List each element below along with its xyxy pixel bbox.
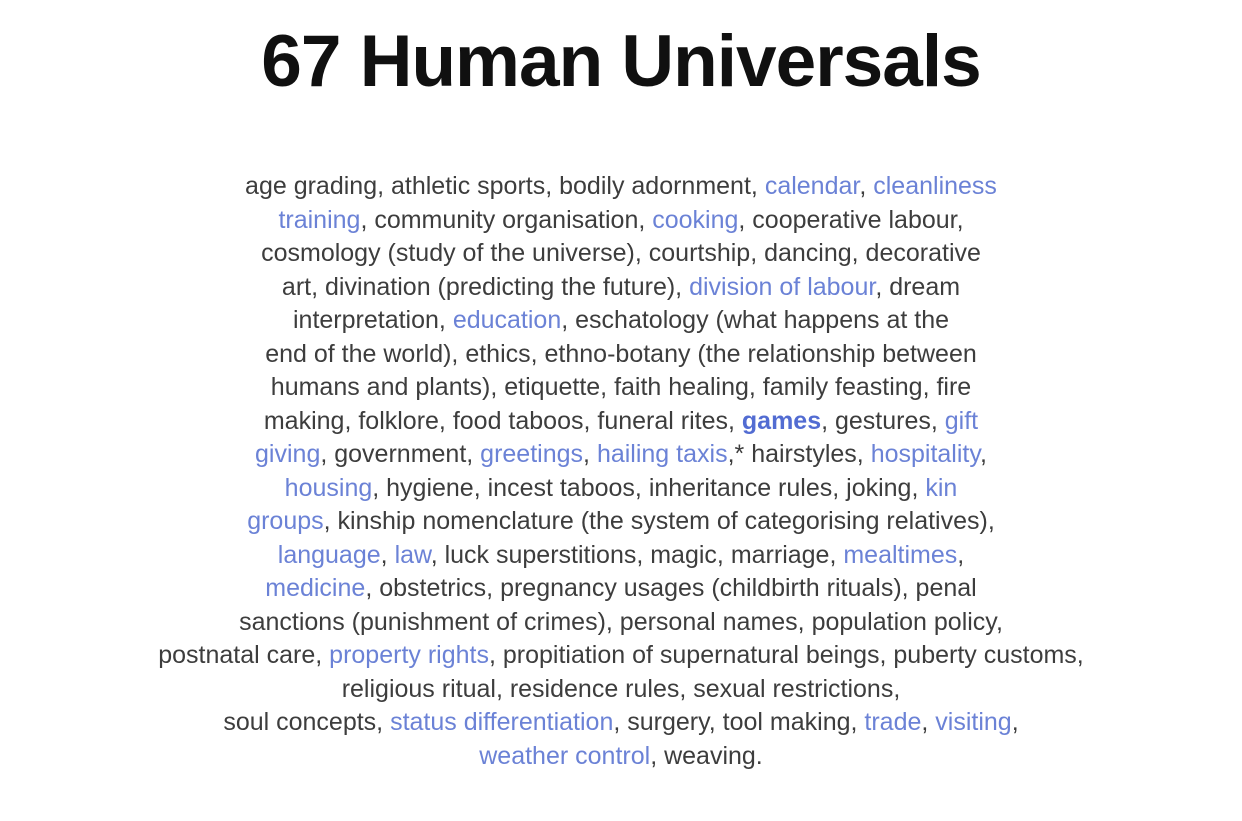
text-line [0, 405, 1242, 439]
text-segment: , [957, 540, 965, 569]
text-segment: humans and plants), etiquette, faith healing, family feasting, fire [270, 373, 972, 401]
term-link[interactable]: hospitality [870, 440, 981, 468]
term-link[interactable]: property rights [329, 641, 489, 669]
text-segment: , propitiation of supernatural beings, puberty customs, [488, 641, 1084, 669]
term-link[interactable]: gift [944, 406, 979, 435]
page-title: 67 Human Universals [261, 21, 981, 102]
text-line [0, 740, 1242, 774]
text-segment: sanctions (punishment of crimes), personal names, population policy, [239, 607, 1003, 636]
text-segment: making, folklore, food taboos, funeral rites, [263, 406, 742, 435]
body-text [0, 170, 1242, 773]
text-segment: , gestures, [821, 406, 945, 435]
text-segment: art, divination (predicting the future), [281, 272, 690, 301]
term-link[interactable]: calendar [764, 172, 860, 200]
text-segment: , [980, 440, 987, 468]
text-line [0, 371, 1242, 405]
text-line [0, 237, 1242, 271]
term-link[interactable]: division of labour [689, 272, 876, 301]
term-link[interactable]: training [278, 205, 361, 234]
text-line [0, 304, 1242, 338]
term-link[interactable]: hailing taxis [596, 440, 728, 468]
term-link[interactable]: groups [247, 507, 324, 535]
text-line [0, 472, 1242, 506]
text-line [0, 271, 1242, 305]
text-segment: , [380, 540, 395, 569]
term-link[interactable]: housing [284, 473, 373, 502]
text-line [0, 438, 1242, 472]
text-segment: , obstetrics, pregnancy usages (childbirth rituals), penal [365, 574, 977, 602]
text-line [0, 606, 1242, 640]
term-link[interactable]: giving [255, 440, 321, 468]
text-segment: , eschatology (what happens at the [561, 306, 950, 334]
term-link[interactable]: weather control [479, 741, 651, 770]
text-segment: , [583, 440, 597, 468]
text-line [0, 505, 1242, 539]
text-line [0, 572, 1242, 606]
term-link[interactable]: cleanliness [873, 172, 997, 200]
term-link[interactable]: kin [925, 473, 958, 502]
text-segment: religious ritual, residence rules, sexual restrictions, [341, 674, 901, 703]
text-segment: , weaving. [650, 741, 763, 770]
text-segment: interpretation, [292, 306, 453, 334]
text-segment: age grading, athletic sports, bodily adornment, [245, 172, 765, 200]
text-segment: , [921, 708, 936, 736]
text-segment: , kinship nomenclature (the system of categorising relatives), [323, 507, 995, 535]
term-link[interactable]: law [394, 540, 431, 569]
text-segment: , cooperative labour, [738, 205, 964, 234]
text-segment: end of the world), ethics, ethno-botany (the relationship between [265, 339, 977, 368]
text-line [0, 639, 1242, 673]
text-segment: , [1011, 708, 1019, 736]
term-link[interactable]: visiting [935, 708, 1012, 736]
term-link[interactable]: trade [864, 708, 922, 736]
text-segment: , [859, 172, 874, 200]
text-segment: , government, [320, 440, 481, 468]
text-segment: postnatal care, [158, 641, 330, 669]
term-link[interactable]: mealtimes [843, 540, 958, 569]
term-link[interactable]: education [452, 306, 562, 334]
text-line [0, 673, 1242, 707]
text-segment: , dream [875, 272, 961, 301]
text-segment: ,* hairstyles, [727, 440, 871, 468]
term-link[interactable]: cooking [652, 205, 739, 234]
text-line [0, 539, 1242, 573]
term-link[interactable]: medicine [265, 574, 366, 602]
text-segment: cosmology (study of the universe), courtship, dancing, decorative [261, 239, 981, 267]
text-segment: , luck superstitions, magic, marriage, [430, 540, 844, 569]
text-line [0, 338, 1242, 372]
text-line [0, 204, 1242, 238]
text-line [0, 170, 1242, 204]
term-link[interactable]: games [741, 406, 822, 435]
term-link[interactable]: greetings [480, 440, 584, 468]
term-link[interactable]: language [277, 540, 381, 569]
text-segment: , community organisation, [360, 205, 653, 234]
text-segment: , surgery, tool making, [613, 708, 865, 736]
term-link[interactable]: status differentiation [390, 708, 614, 736]
text-segment: soul concepts, [223, 708, 391, 736]
text-line [0, 706, 1242, 740]
text-segment: , hygiene, incest taboos, inheritance rules, joking, [372, 473, 926, 502]
